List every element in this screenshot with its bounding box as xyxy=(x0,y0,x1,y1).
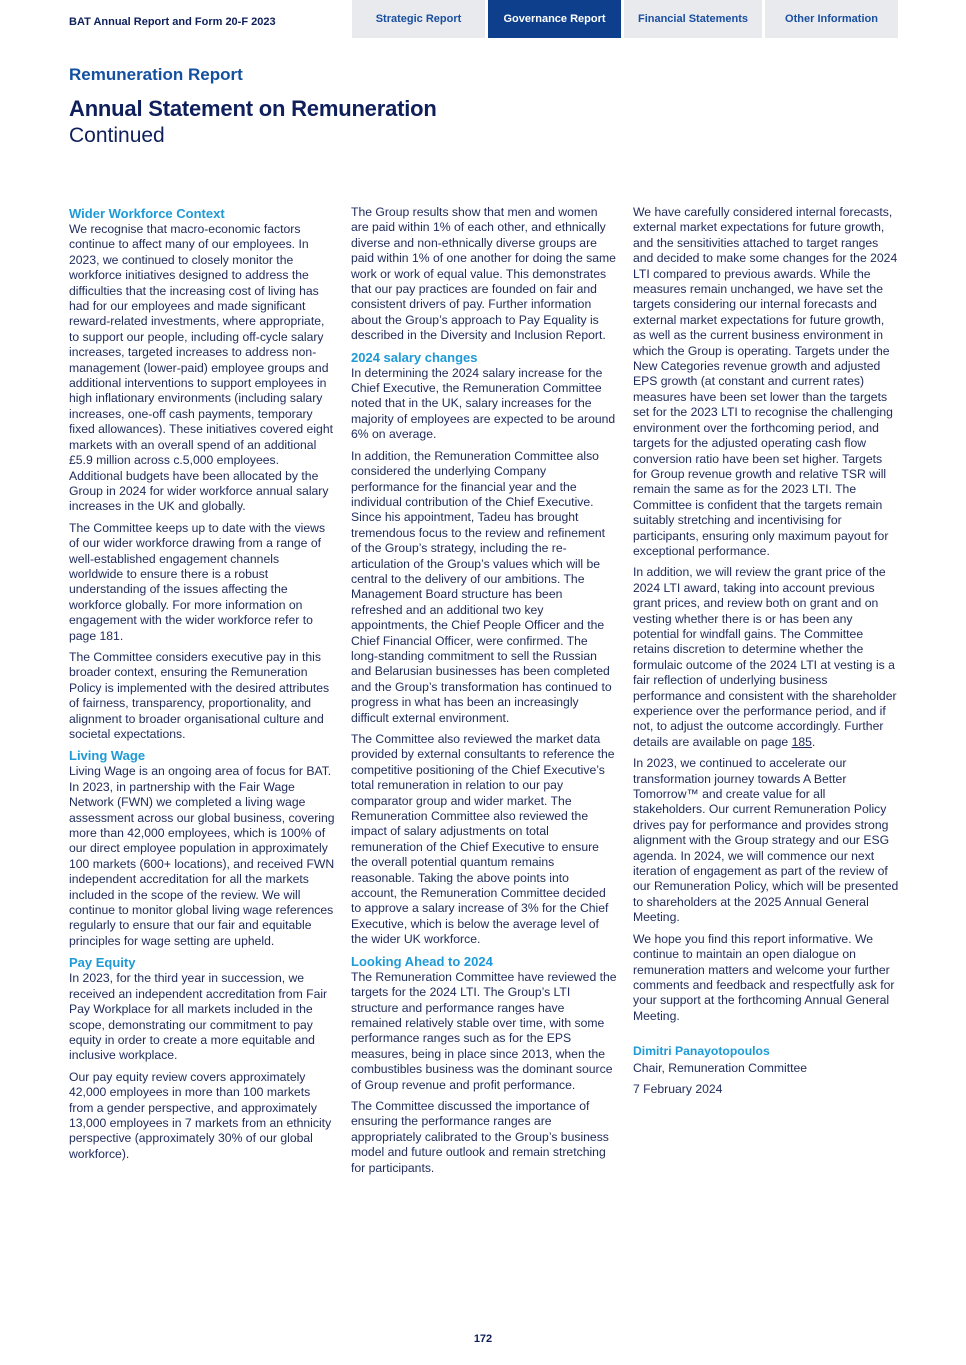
page-185-link[interactable]: 185 xyxy=(791,734,812,749)
signature-date: 7 February 2024 xyxy=(633,1081,723,1096)
section-label: Remuneration Report xyxy=(69,65,243,84)
paragraph: Living Wage is an ongoing area of focus for BAT. In 2023, in partnership with the Fair Wage Network (FWN) we completed a living wage assessment across our global business, covering more than 42,000 employees, which is 100% of our direct employee population in approximately 100 markets (600+ locations), and received FWN independent accreditation for all the markets included in the scope of the review. We will continue to monitor global living wage references regularly to ensure that our fair and equitable principles for wage setting are upheld. xyxy=(69,764,335,948)
heading-wider-workforce: Wider Workforce Context xyxy=(69,206,225,221)
paragraph: The Group results show that men and women are paid within 1% of each other, and ethnically diverse and non-ethnically diverse groups are paid within 1% of one another for doing the same work or work of equal value. This demonstrates that our pay practices are founded on fair and consistent drivers of pay. Further information about the Group’s approach to Pay Equality is described in the Diversity and Inclusion Report. xyxy=(351,205,616,343)
paragraph: We have carefully considered internal forecasts, external market expectations for future growth, and the sensitivities attached to target ranges and decided to make some changes for the 2024 LTI compared to previous awards. While the measures remain unchanged, we have set the targets considering our internal forecasts and external market expectations for future growth, as well as the current business environment in which the Group is operating. Targets under the New Categories revenue growth and adjusted EPS growth (at constant and current rates) measures have been set lower than the targets set for the 2023 LTI to recognise the challenging environment over the forthcoming period, and targets for the adjusted operating cash flow conversion ratio have been set higher. Targets for Group revenue growth and relative TSR will remain the same as for the 2023 LTI. The Committee is confident that the targets remain suitably stretching and incentivising for participants, ensuring only maximum payout for exceptional performance. xyxy=(633,205,898,558)
paragraph: In 2023, for the third year in succession, we received an independent accreditation from Fair Pay Workplace for all markets included in the scope, demonstrating our commitment to pay equity in order to create a more equitable and inclusive workplace. xyxy=(69,971,328,1063)
paragraph: The Remuneration Committee have reviewed the targets for the 2024 LTI. The Group’s LTI structure and performance ranges have remained relatively stable over time, with some performance ranges such as for the EPS measures, being in place since 2013, when the combustibles business was the dominant source of Group revenue and profit performance. xyxy=(351,969,617,1092)
tab-other-information[interactable]: Other Information xyxy=(765,0,898,38)
page-title: Annual Statement on Remuneration xyxy=(69,96,437,121)
paragraph: We hope you find this report informative. We continue to maintain an open dialogue on remuneration matters and welcome your further comments and feedback and respectfully ask for your support at the forthcoming Annual General Meeting. xyxy=(633,931,895,1023)
section-tabs xyxy=(352,0,898,38)
paragraph xyxy=(633,565,899,750)
paragraph: In determining the 2024 salary increase for the Chief Executive, the Remuneration Committee noted that in the UK, salary increases for the majority of employees are expected to be around 6% on average. xyxy=(351,365,616,442)
heading-2024-salary-changes: 2024 salary changes xyxy=(351,349,478,365)
signer-name: Dimitri Panayotopoulos xyxy=(633,1044,770,1059)
tab-strategic-report[interactable]: Strategic Report xyxy=(352,0,485,38)
text-column-3 xyxy=(633,205,899,1103)
signer-role: Chair, Remuneration Committee xyxy=(633,1060,808,1075)
paragraph: In addition, the Remuneration Committee also considered the underlying Company performance for the financial year and the individual contribution of the Chief Executive. Since his appointment, Tadeu has brought tremendous focus to the review and refinement of the Group’s strategy, including the re-articulation of the Group’s values which will be central to the delivery of our ambitions. The Management Board structure has been refreshed and an additional two key appointments, the Chief People Officer and the Chief Financial Officer, were confirmed. The long-standing commitment to sell the Russian and Belarusian businesses has been completed and the Group’s transformation has continued to progress in what has been an increasingly difficult external environment. xyxy=(351,448,612,725)
tab-financial-statements[interactable]: Financial Statements xyxy=(624,0,762,38)
paragraph: The Committee discussed the importance of ensuring the performance ranges are appropriately calibrated to the Group’s business model and future outlook and remain stretching for participants. xyxy=(351,1098,609,1175)
paragraph: The Committee keeps up to date with the views of our wider workforce drawing from a range of well-established engagement channels worldwide to ensure there is a robust understanding of the issues affecting the workforce globally. For more information on engagement with the wider workforce refer to page 181. xyxy=(69,520,326,643)
tab-governance-report[interactable]: Governance Report xyxy=(488,0,621,38)
page-subtitle: Continued xyxy=(69,124,165,147)
text-column-2 xyxy=(351,205,617,1182)
paragraph: The Committee considers executive pay in this broader context, ensuring the Remuneration Policy is implemented with the desired attributes of fairness, transparency, proportionality, and alignment to broader organisational culture and societal expectations. xyxy=(69,649,330,741)
top-navigation-bar xyxy=(0,0,966,38)
heading-living-wage: Living Wage xyxy=(69,748,146,764)
paragraph: Our pay equity review covers approximately 42,000 employees in more than 100 markets from a gender perspective, and approximately 13,000 employees in 7 markets from an ethnicity perspective (approximately 30% of our global workforce). xyxy=(69,1069,332,1161)
report-title: BAT Annual Report and Form 20-F 2023 xyxy=(69,16,276,28)
text-column-1 xyxy=(69,205,335,1168)
heading-looking-ahead: Looking Ahead to 2024 xyxy=(351,953,493,969)
paragraph: The Committee also reviewed the market data provided by external consultants to reference the competitive positioning of the Chief Executive’s total remuneration in relation to our pay comparator group and wider market. The Remuneration Committee also reviewed the impact of salary adjustments on total remuneration of the Chief Executive to ensure the overall potential quantum remains reasonable. Taking the above points into account, the Remuneration Committee decided to approve a salary increase of 3% for the Chief Executive, which is below the average level of the wider UK workforce. xyxy=(351,732,615,947)
paragraph: In 2023, we continued to accelerate our transformation journey towards A Better Tomorrow™ and create value for all stakeholders. Our current Remuneration Policy drives pay for performance and provides strong alignment with the Group strategy and our ESG agenda. In 2024, we will commence our next iteration of engagement as part of the review of our Remuneration Policy, which will be presented to shareholders at the 2025 Annual General Meeting. xyxy=(633,756,899,925)
page-number: 172 xyxy=(473,1333,493,1345)
heading-pay-equity: Pay Equity xyxy=(69,955,136,971)
paragraph: We recognise that macro-economic factors continue to affect many of our employees. In 2023, we continued to closely monitor the workforce initiatives designed to address the difficulties that the increasing cost of living has had for our employees and made significant reward-related investments, where appropriate, to support our people, including off-cycle salary increases, targeted increases to address non-management (lower-paid) employee groups and additional interventions to support employees in high inflationary environments (including salary increases, one-off cash payments, temporary fixed allowances). These initiatives covered eight markets with an overall spend of an additional £5.9 million across c.5,000 employees. Additional budgets have been allocated by the Group in 2024 for wider workforce annual salary increases in the UK and globally. xyxy=(69,222,333,514)
paragraph-text: . xyxy=(811,734,816,749)
paragraph-text: In addition, we will review the grant price of the 2024 LTI award, taking into account previous grant prices, and review both on grant and on vesting whether there is or has been any potential for windfall gains. The Committee retains discretion to determine whether the formulaic outcome of the 2024 LTI at vesting is a fair reflection of underlying business performance and consistent with the shareholder experience over the performance period, and if not, to adjust the outcome accordingly. Further details are available on page xyxy=(633,565,897,749)
